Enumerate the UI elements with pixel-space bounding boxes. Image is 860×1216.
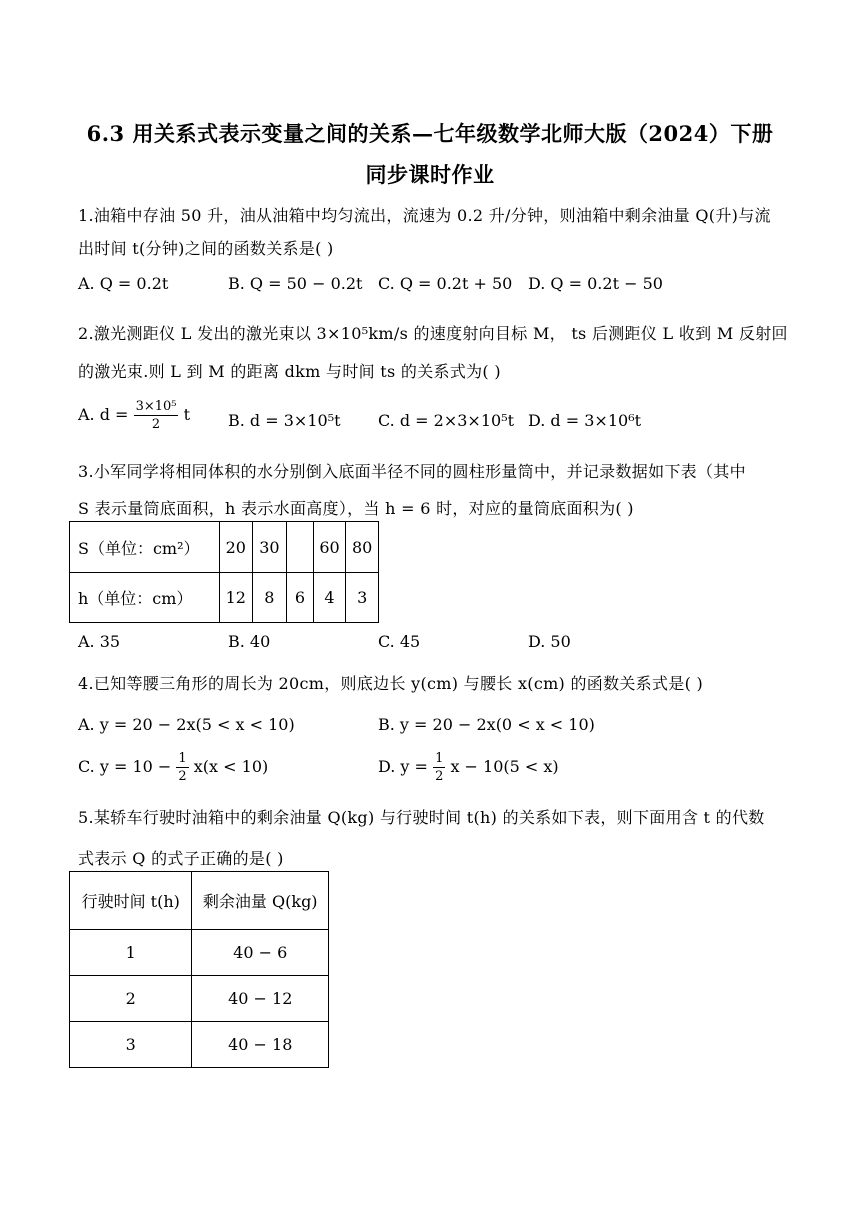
q3-option-d: D. 50: [528, 632, 571, 651]
table-cell-blank: [287, 522, 314, 573]
page-subtitle: 同步课时作业: [365, 162, 495, 187]
fraction-numerator: 1: [178, 751, 187, 766]
q3-text-line2: S 表示量筒底面积，h 表示水面高度），当 h = 6 时，对应的量筒底面积为( ): [78, 499, 634, 518]
table-cell: 3: [346, 573, 379, 623]
q3-text-line1: 3.小军同学将相同体积的水分别倒入底面半径不同的圆柱形量筒中，并记录数据如下表（其中: [78, 462, 746, 481]
q5-data-table: [69, 871, 329, 1068]
q4-option-c: [78, 750, 268, 785]
page-title: 6.3 用关系式表示变量之间的关系—七年级数学北师大版（2024）下册: [86, 121, 774, 146]
table-row: [70, 930, 329, 976]
q4-option-d-prefix: D. y =: [378, 757, 428, 776]
table-column-header: 行驶时间 t(h): [70, 872, 192, 930]
q1-option-d: D. Q = 0.2t − 50: [528, 274, 663, 293]
q4-option-d-suffix: x − 10(5 < x): [450, 757, 559, 776]
q5-text-line2: 式表示 Q 的式子正确的是( ): [78, 849, 284, 868]
table-cell: 3: [70, 1022, 192, 1068]
q4-text-line1: 4.已知等腰三角形的周长为 20cm，则底边长 y(cm) 与腰长 x(cm) 的函数关系式是( ): [78, 674, 704, 693]
q1-text-line1: 1.油箱中存油 50 升，油从油箱中均匀流出，流速为 0.2 升/分钟，则油箱中剩余油量 Q(升)与流: [78, 206, 771, 225]
table-row: [70, 573, 379, 623]
q2-option-d: D. d = 3×10⁶t: [528, 411, 642, 430]
q4-option-d: [378, 750, 559, 785]
q2-text-line1: 2.激光测距仪 L 发出的激光束以 3×10⁵km/s 的速度射向目标 M， ts 后测距仪 L 收到 M 反射回: [78, 324, 788, 343]
table-header-row: [70, 872, 329, 930]
q2-option-c: C. d = 2×3×10⁵t: [378, 411, 515, 430]
table-row: [70, 1022, 329, 1068]
q4-option-b: B. y = 20 − 2x(0 < x < 10): [378, 715, 595, 734]
q3-option-b: B. 40: [228, 632, 271, 651]
q2-option-a-prefix: A. d =: [78, 405, 129, 424]
q5-text-line1: 5.某轿车行驶时油箱中的剩余油量 Q(kg) 与行驶时间 t(h) 的关系如下表，则下面用含 t 的代数: [78, 808, 765, 827]
q4-option-c-prefix: C. y = 10 −: [78, 757, 172, 776]
q2-option-a-fraction: [134, 398, 179, 433]
fraction-denominator: 2: [435, 769, 444, 784]
q1-text-line2: 出时间 t(分钟)之间的函数关系是( ): [78, 239, 334, 258]
table-row: [70, 976, 329, 1022]
table-cell: 30: [252, 522, 287, 573]
table-cell: 6: [287, 573, 314, 623]
q1-option-b: B. Q = 50 − 0.2t: [228, 274, 363, 293]
q2-option-b: B. d = 3×10⁵t: [228, 411, 341, 430]
fraction-numerator: 1: [435, 751, 444, 766]
q4-option-c-suffix: x(x < 10): [193, 757, 269, 776]
q1-option-c: C. Q = 0.2t + 50: [378, 274, 513, 293]
table-row-header: S（单位：cm²）: [70, 522, 220, 573]
q4-option-a: A. y = 20 − 2x(5 < x < 10): [78, 715, 295, 734]
table-row-header: h（单位：cm）: [70, 573, 220, 623]
q2-option-a: [78, 398, 190, 433]
table-cell: 4: [313, 573, 346, 623]
q2-text-line2: 的激光束.则 L 到 M 的距离 dkm 与时间 ts 的关系式为( ): [78, 362, 501, 381]
q1-option-a: A. Q = 0.2t: [78, 274, 169, 293]
table-cell: 80: [346, 522, 379, 573]
q4-option-c-fraction: [176, 750, 188, 785]
table-cell: 1: [70, 930, 192, 976]
table-cell: 12: [219, 573, 252, 623]
table-row: [70, 522, 379, 573]
fraction-numerator: 3×10⁵: [135, 399, 177, 414]
table-cell: 20: [219, 522, 252, 573]
q3-data-table: [69, 521, 379, 623]
table-cell: 8: [252, 573, 287, 623]
q4-option-d-fraction: [433, 750, 445, 785]
fraction-denominator: 2: [151, 417, 161, 432]
table-cell: 40 − 12: [192, 976, 329, 1022]
table-cell: 60: [313, 522, 346, 573]
q3-option-a: A. 35: [78, 632, 121, 651]
table-cell: 40 − 18: [192, 1022, 329, 1068]
table-column-header: 剩余油量 Q(kg): [192, 872, 329, 930]
q2-option-a-suffix: t: [183, 405, 191, 424]
table-cell: 2: [70, 976, 192, 1022]
fraction-denominator: 2: [178, 769, 187, 784]
q3-option-c: C. 45: [378, 632, 421, 651]
table-cell: 40 − 6: [192, 930, 329, 976]
